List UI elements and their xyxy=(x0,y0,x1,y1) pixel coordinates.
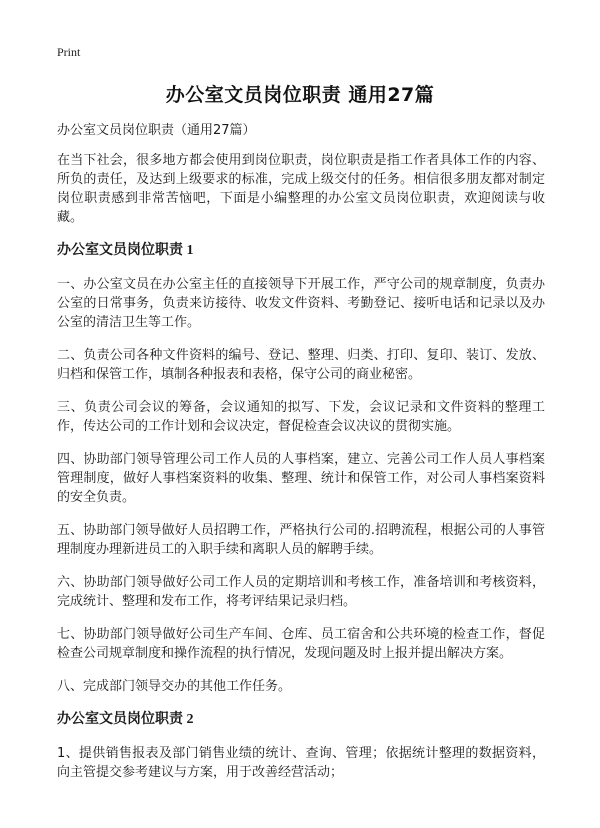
section-paragraph: 七、协助部门领导做好公司生产车间、仓库、员工宿舍和公共环境的检查工作，督促检查公司规章制度和操作流程的执行情况，发现问题及时上报并提出解决方案。 xyxy=(57,627,545,661)
page-title: 办公室文员岗位职责 通用27篇 xyxy=(165,84,435,106)
section-heading: 办公室文员岗位职责 2 xyxy=(57,712,194,727)
section-paragraph: 六、协助部门领导做好公司工作人员的定期培训和考核工作，准备培训和考核资料，完成统计、整理和发布工作，将考评结果记录归档。 xyxy=(57,575,545,609)
section-paragraph: 三、负责公司会议的筹备，会议通知的拟写、下发，会议记录和文件资料的整理工作，传达公司的工作计划和会议决定，督促检查会议决议的贯彻实施。 xyxy=(57,400,545,434)
section-paragraph: 八、完成部门领导交办的其他工作任务。 xyxy=(57,679,292,694)
section-heading: 办公室文员岗位职责 1 xyxy=(57,243,194,258)
intro-paragraph: 在当下社会，很多地方都会使用到岗位职责，岗位职责是指工作者具体工作的内容、所负的责任，及达到上级要求的标准，完成上级交付的任务。相信很多朋友都对制定岗位职责感到非常苦恼吧，下面是小编整理的办公室文员岗位职责，欢迎阅读与收藏。 xyxy=(57,153,545,225)
section-paragraph: 1、提供销售报表及部门销售业绩的统计、查询、管理；依据统计整理的数据资料，向主管提交参考建议与方案，用于改善经营活动； xyxy=(57,746,545,780)
section-paragraph: 五、协助部门领导做好人员招聘工作，严格执行公司的.招聘流程，根据公司的人事管理制度办理新进员工的入职手续和离职人员的解聘手续。 xyxy=(57,523,545,557)
section-paragraph: 二、负责公司各种文件资料的编号、登记、整理、归类、打印、复印、装订、发放、归档和保管工作，填制各种报表和表格，保守公司的商业秘密。 xyxy=(57,348,545,382)
section-paragraph: 一、办公室文员在办公室主任的直接领导下开展工作，严守公司的规章制度，负责办公室的日常事务，负责来访接待、收发文件资料、考勤登记、接听电话和记录以及办公室的清洁卫生等工作。 xyxy=(57,277,545,330)
document-body xyxy=(57,121,545,796)
print-link[interactable]: Print xyxy=(57,45,81,59)
section-paragraph: 四、协助部门领导管理公司工作人员的人事档案，建立、完善公司工作人员人事档案管理制度，做好人事档案资料的收集、整理、统计和保管工作，对公司人事档案资料的安全负责。 xyxy=(57,452,545,505)
document-subtitle: 办公室文员岗位职责（通用27篇） xyxy=(57,123,256,138)
